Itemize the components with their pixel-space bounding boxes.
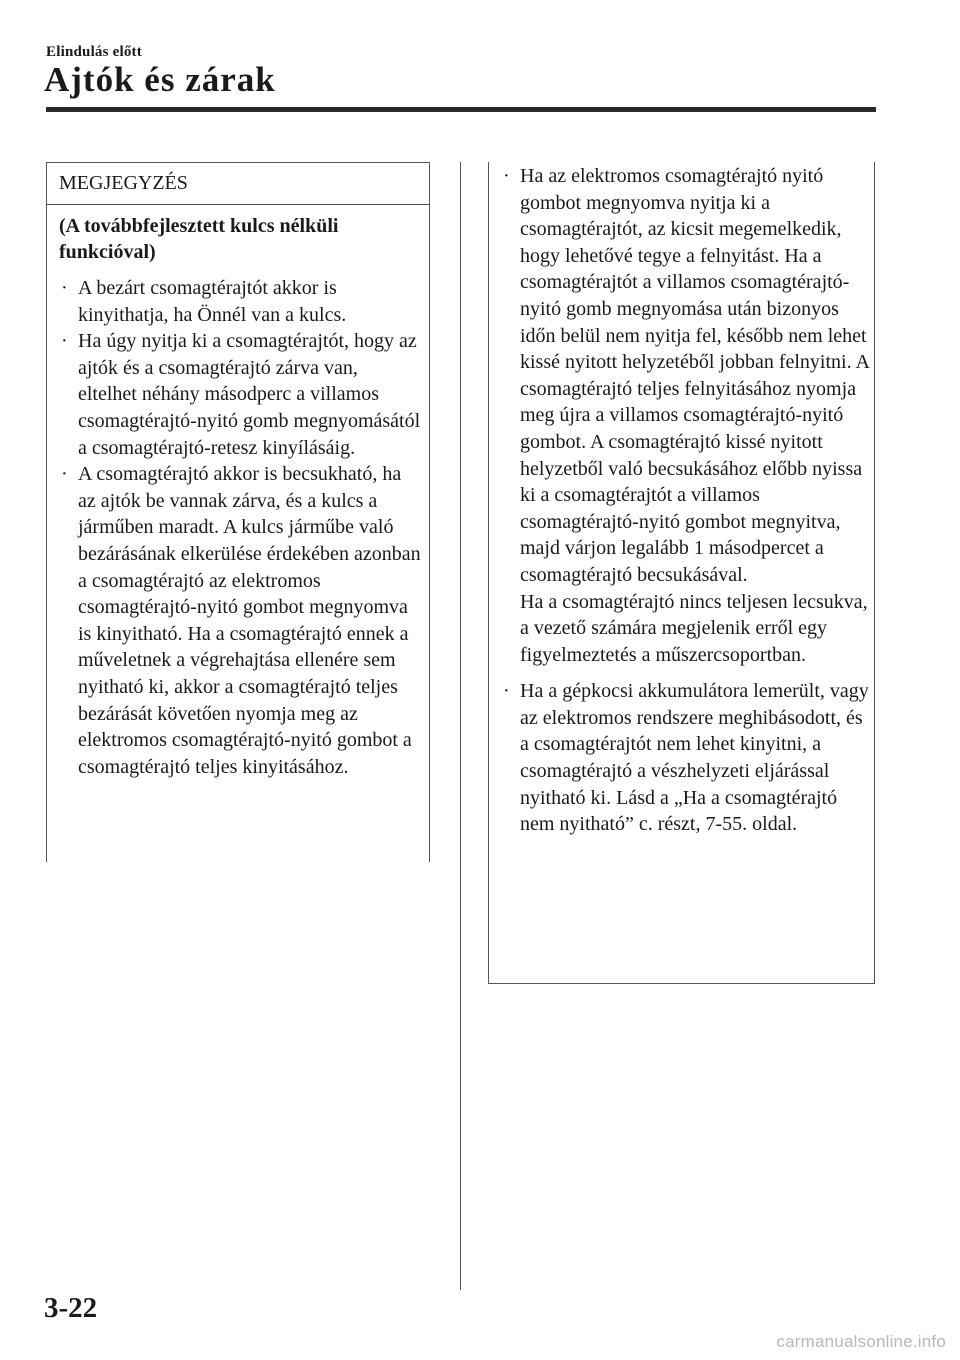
- page-title: Ajtók és zárak: [44, 60, 276, 99]
- right-column-box: [488, 162, 875, 984]
- page-number: 3-22: [44, 1292, 98, 1324]
- right-bullet-extra-text: Ha a csomagtérajtó nincs teljesen lecsukva, a vezető számára megjelenik erről egy figyelmeztetés a műszercsoportban.: [520, 590, 868, 666]
- note-bullet-text: A bezárt csomagtérajtót akkor is kinyithatja, ha Önnél van a kulcs.: [78, 277, 347, 326]
- note-header: MEGJEGYZÉS: [47, 163, 429, 205]
- bullet-icon: ·: [61, 330, 68, 353]
- watermark: carmanualsonline.info: [776, 1332, 946, 1351]
- right-bullet-text: Ha a gépkocsi akkumulátora lemerült, vagy az elektromos rendszere meghibásodott, és a csomagtérajtót nem lehet kinyitni, a csomagtérajtó a vészhelyzeti eljárással nyitható ki. Lásd a „Ha a csomagtérajtó nem nyitható” c. részt, 7-55. oldal.: [520, 680, 869, 836]
- section-label: Elindulás előtt: [46, 44, 142, 60]
- note-bullet-list: [47, 265, 429, 780]
- bullet-icon: ·: [503, 165, 510, 187]
- note-box: [46, 162, 430, 862]
- bullet-icon: ·: [61, 277, 68, 299]
- bullet-icon: ·: [61, 463, 68, 486]
- title-rule: [46, 107, 876, 112]
- note-bullet-text: A csomagtérajtó akkor is becsukható, ha az ajtók be vannak zárva, és a kulcs a járműben maradt. A kulcs járműbe való bezárásának elkerülése érdekében azonban a csomagtérajtó az elektromos csomagtérajtó-nyitó gombot megnyomva is kinyitható. Ha a csomagtérajtó ennek a műveletnek a végrehajtása ellenére sem nyitható ki, akkor a csomagtérajtó teljes bezárását követően nyomja meg az elektromos csomagtérajtó-nyitó gombot a csomagtérajtó teljes kinyitásához.: [78, 463, 421, 778]
- note-bullet-text: Ha úgy nyitja ki a csomagtérajtót, hogy az ajtók és a csomagtérajtó zárva van, eltelhet néhány másodperc a villamos csomagtérajtó-nyitó gomb megnyomásától a csomagtérajtó-retesz kinyílásáig.: [78, 330, 421, 459]
- note-bullet-item: [59, 328, 421, 461]
- note-subheading: (A továbbfejlesztett kulcs nélküli funkcióval): [59, 215, 339, 263]
- right-bullet-text: Ha az elektromos csomagtérajtó nyitó gombot megnyomva nyitja ki a csomagtérajtót, az kicsit megemelkedik, hogy lehetővé tegye a felnyitást. Ha a csomagtérajtót a villamos csomagtérajtó-nyitó gomb megnyomása után bizonyos időn belül nem nyitja fel, később nem lehet kissé nyitott helyzetéből jobban felnyitni. A csomagtérajtó teljes felnyitásához nyomja meg újra a villamos csomagtérajtó-nyitó gombot. A csomagtérajtó kissé nyitott helyzetből való becsukásához előbb nyissa ki a csomagtérajtót a villamos csomagtérajtó-nyitó gombot megnyitva, majd várjon legalább 1 másodpercet a csomagtérajtó becsukásával.: [520, 165, 869, 586]
- bullet-icon: ·: [503, 680, 510, 703]
- right-bullet-item: [501, 163, 870, 668]
- note-bullet-item: [59, 275, 421, 328]
- column-divider: [460, 162, 461, 1290]
- right-bullet-item: [501, 678, 870, 838]
- right-bullet-list: [501, 163, 870, 838]
- note-bullet-item: [59, 461, 421, 780]
